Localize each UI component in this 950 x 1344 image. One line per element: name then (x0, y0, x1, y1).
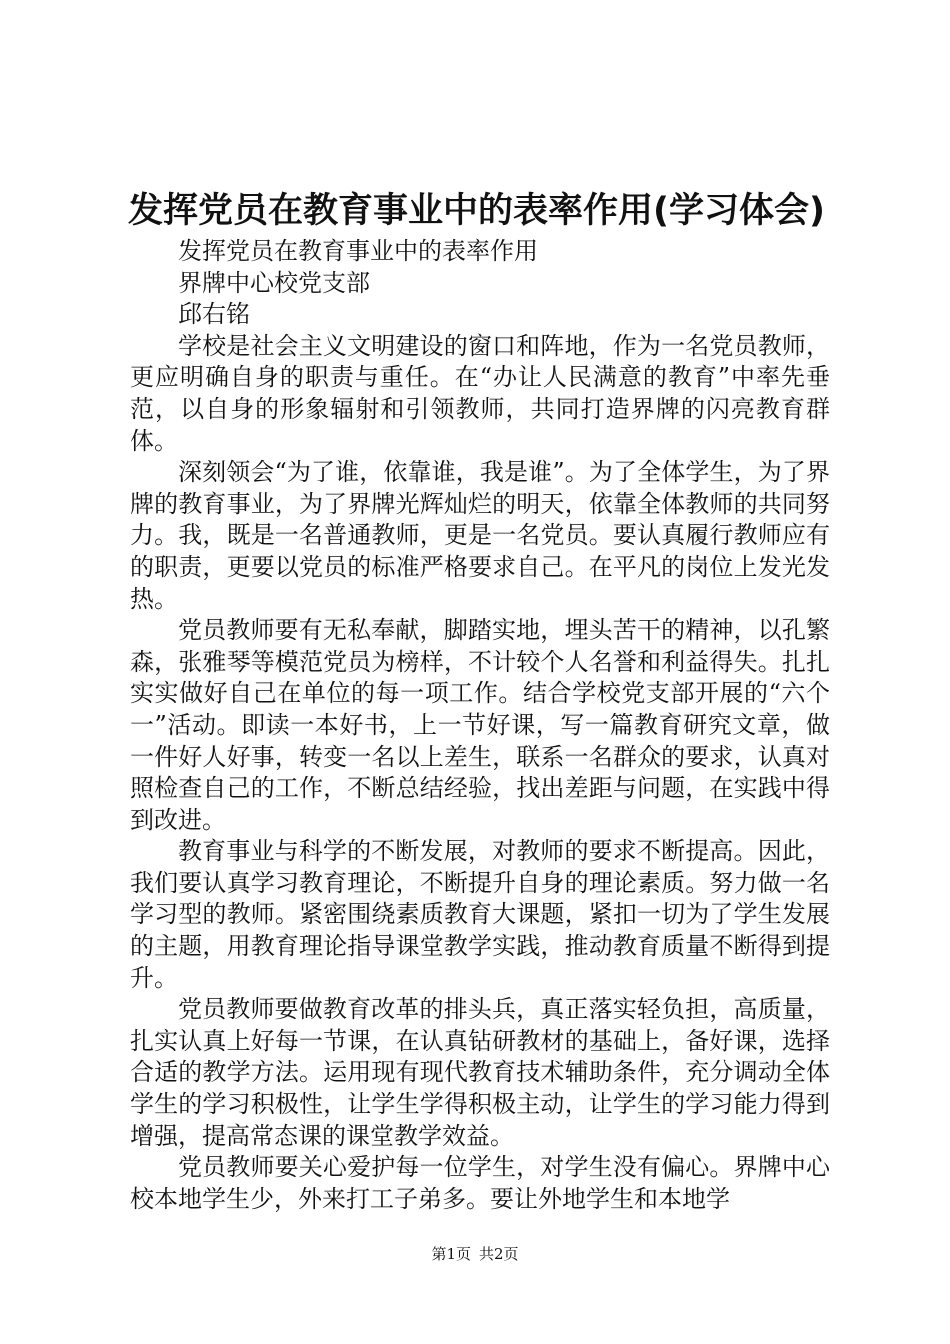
body-paragraph: 党员教师要关心爱护每一位学生，对学生没有偏心。界牌中心校本地学生少，外来打工子弟多。要让外地学生和本地学 (130, 1153, 830, 1213)
document-title: 发挥党员在教育事业中的表率作用(学习体会) (128, 191, 825, 231)
body-paragraph: 党员教师要做教育改革的排头兵，真正落实轻负担，高质量，扎实认真上好每一节课，在认真钻研教材的基础上，备好课，选择合适的教学方法。运用现有现代教育技术辅助条件，充分调动全体学生的学习积极性，让学生学得积极主动，让学生的学习能力得到增强，提高常态课的课堂教学效益。 (130, 995, 830, 1150)
page-footer (0, 1244, 950, 1264)
body-paragraph: 党员教师要有无私奉献，脚踏实地，埋头苦干的精神，以孔繁森，张雅琴等模范党员为榜样，不计较个人名誉和利益得失。扎扎实实做好自己在单位的每一项工作。结合学校党支部开展的“六个一”活动。即读一本好书，上一节好课，写一篇教育研究文章，做一件好人好事，转变一名以上差生，联系一名群众的要求，认真对照检查自己的工作，不断总结经验，找出差距与问题，在实践中得到改进。 (130, 616, 830, 834)
subtitle: 发挥党员在教育事业中的表率作用 (178, 237, 538, 265)
author: 邱右铭 (178, 300, 250, 329)
body-paragraph: 深刻领会“为了谁，依靠谁，我是谁”。为了全体学生，为了界牌的教育事业，为了界牌光辉灿烂的明天，依靠全体教师的共同努力。我，既是一名普通教师，更是一名党员。要认真履行教师应有的职责，更要以党员的标准严格要求自己。在平凡的岗位上发光发热。 (130, 458, 830, 613)
body-paragraph: 学校是社会主义文明建设的窗口和阵地，作为一名党员教师，更应明确自身的职责与重任。在“办让人民满意的教育”中率先垂范，以自身的形象辐射和引领教师，共同打造界牌的闪亮教育群体。 (130, 331, 830, 455)
body-paragraph: 教育事业与科学的不断发展，对教师的要求不断提高。因此，我们要认真学习教育理论，不断提升自身的理论素质。努力做一名学习型的教师。紧密围绕素质教育大课题，紧扣一切为了学生发展的主题，用教育理论指导课堂教学实践，推动教育质量不断得到提升。 (130, 837, 830, 992)
page-number: 第1页 (431, 1245, 471, 1263)
page-total: 共2页 (479, 1245, 519, 1263)
document-body (130, 236, 830, 1215)
organization: 界牌中心校党支部 (178, 268, 370, 297)
